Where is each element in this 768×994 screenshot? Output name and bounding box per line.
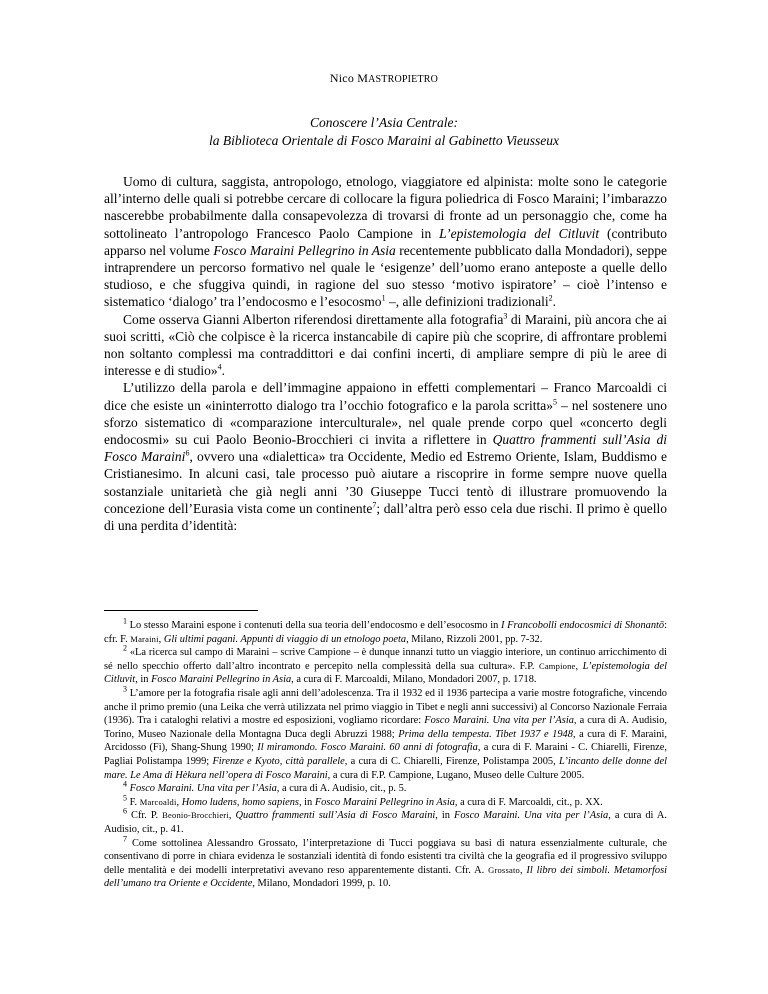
fn7-text-a: Come sottolinea Alessandro Grossato, l’interpretazione di Tucci poggiava su basi di natura essenzialmente culturale, che consentivano di porre in chiara evidenza le sostanziali identità di fondo esistenti tra civiltà che la geografia ed il progressivo sviluppo delle mentalità e dei modelli interpretativi avevano reso apparentemente distanti. Cfr. A. <box>104 837 667 876</box>
fn3-italic-3: Il miramondo. Fosco Maraini. 60 anni di fotografia <box>257 742 478 754</box>
p1-text-c: recentemente pubblicato dalla Mondadori), seppe intraprendere un percorso formativo nel quale le ‘esigenze’ dell’uomo erano anteposte a quelle dello studioso, e che sfuggiva quindi, in ragione del suo stesso ‘motivo ispiratore’ – cioè l’intenso e sistematico ‘dialogo’ tra l’endocosmo e l’esocosmo <box>104 242 667 310</box>
fn2-text-a: «La ricerca sul campo di Maraini – scrive Campione – è dunque innanzi tutto un viaggio interiore, un continuo arricchimento di sé nello specchio offerto dall’altro incontrato e percepito nella complessità della sua cultura». F.P. <box>104 647 667 672</box>
fn2-text-b: , <box>575 660 583 672</box>
p2-text-a: Come osserva Gianni Alberton riferendosi direttamente alla fotografia <box>123 311 504 327</box>
fn5-author: Marcoaldi <box>139 796 177 807</box>
paragraph-2 <box>104 311 667 380</box>
footnote-6 <box>104 806 667 836</box>
fn3-text-2: , a cura di F. Maraini, Arcidosso (Fi), Shang-Shung 1990; <box>104 728 667 754</box>
fn3-italic-1: Fosco Maraini. Una vita per l’Asia <box>424 715 574 727</box>
fn6-italic-c: Fosco Maraini. Una vita per l’Asia <box>453 810 609 822</box>
fn6-text-b: , <box>228 810 236 822</box>
fn6-italic-b: Quattro frammenti sull’Asia di Fosco Maraini <box>235 810 436 822</box>
footnote-1 <box>104 616 668 646</box>
fn5-text-a: F. <box>127 796 140 808</box>
fn3-italic-5: L’incanto delle donne del mare. Le Ama di Hèkura nell’opera di Fosco Maraini <box>104 755 668 781</box>
fn1-author: Maraini <box>130 633 159 644</box>
fn2-italic-b: L’epistemologia del Citluvit <box>104 660 667 686</box>
title-line-2: la Biblioteca Orientale di Fosco Maraini al Gabinetto Vieusseux <box>209 133 559 148</box>
fn6-text-a: Cfr. P. <box>127 810 163 822</box>
fn7-text-b: , <box>519 864 527 876</box>
body-text <box>104 173 667 534</box>
fn1-italic-c: Gli ultimi pagani. Appunti di viaggio di un etnologo poeta <box>163 633 407 645</box>
p3-text-a: L’utilizzo della parola e dell’immagine appaiono in effetti complementari – Franco Marcoaldi ci dice che esiste un «ininterrotto dialogo tra l’occhio fotografico e la parola scritta» <box>104 380 667 413</box>
fn6-text-d: , a cura di A. Audisio, cit., p. 41. <box>104 810 667 835</box>
footnote-5 <box>104 793 667 810</box>
paragraph-3 <box>104 379 667 534</box>
fn2-text-c: , in <box>135 674 152 686</box>
fn2-author: Campione <box>538 660 576 671</box>
fn3-text-5: , a cura di F.P. Campione, Lugano, Museo delle Culture 2005. <box>327 769 585 781</box>
footnote-number: 2 <box>123 643 127 653</box>
fn4-text-b: , a cura di A. Audisio, cit., p. 5. <box>276 783 407 795</box>
p1-text-b: (contributo apparso nel volume <box>104 225 667 258</box>
fn3-italic-2: Prima della tempesta. Tibet 1937 e 1948 <box>398 728 573 740</box>
fn1-text-b: : cfr. F. <box>104 620 668 645</box>
paragraph-1 <box>104 173 667 311</box>
fn5-text-c: , in <box>298 796 315 808</box>
fn5-text-b: , <box>176 796 182 808</box>
author-first: Nico <box>329 71 355 85</box>
p2-text-c: . <box>221 363 225 379</box>
fn6-text-c: , in <box>435 810 454 822</box>
footnote-number: 4 <box>123 779 127 789</box>
footnote-number: 1 <box>123 616 127 626</box>
fn4-italic-a: Fosco Maraini. Una vita per l’Asia <box>129 783 277 795</box>
footnote-number: 6 <box>123 806 127 816</box>
p1-text-a: Uomo di cultura, saggista, antropologo, etnologo, viaggiatore ed alpinista: molte sono le categorie all’interno delle quali si potrebbe cercare di collocare la figura poliedrica di Fosco Maraini; l’imbarazzo nascerebbe probabilmente dalla consapevolezza di trovarsi di fronte ad un personaggio che, come ha sottolineato l’antropologo Francesco Paolo Campione in <box>104 174 667 241</box>
title-line-1: Conoscere l’Asia Centrale: <box>310 115 458 130</box>
fn1-italic-a: I Francobolli endocosmici di Shonantō <box>501 620 665 631</box>
fn1-text-a: Lo stesso Maraini espone i contenuti della sua teoria dell’endocosmo e dell’esocosmo in <box>127 620 502 631</box>
footnote-ref-5[interactable]: 5 <box>553 397 558 407</box>
fn1-text-c: , <box>158 633 164 645</box>
p2-text-b: di Maraini, più ancora che ai suoi scritti, «Ciò che colpisce è la ricerca instancabile di capire più che scoprire, di affrontare problemi non soltanto complessi ma contraddittori e dai confini incerti, di ampliare sempre di più le aree di interesse e di studio» <box>104 311 667 379</box>
author-last-initial: M <box>357 71 369 85</box>
p1-italic-b: Fosco Maraini Pellegrino in Asia <box>213 242 396 258</box>
footnote-3 <box>104 684 668 782</box>
author-name <box>0 71 768 86</box>
footnote-ref-4[interactable]: 4 <box>217 362 222 372</box>
p1-text-e: . <box>552 294 557 310</box>
footnote-4 <box>104 779 667 796</box>
fn6-author: Beonio-Brocchieri <box>162 810 229 821</box>
footnote-ref-1[interactable]: 1 <box>381 293 386 303</box>
fn3-text-4: , a cura di C. Chiarelli, Firenze, Polistampa 2005, <box>344 755 559 767</box>
footnote-2 <box>104 643 667 687</box>
article-title <box>0 114 768 150</box>
p3-text-d: ; dall’altra però esso cela due rischi. Il primo è quello di una perdita d’identità: <box>104 500 667 534</box>
fn7-text-c: , Milano, Mondadori 1999, p. 10. <box>252 878 391 890</box>
footnote-separator <box>104 610 258 611</box>
fn3-text-1: , a cura di A. Audisio, Torino, Museo Nazionale della Montagna Duca degli Abruzzi 1988; <box>104 715 667 740</box>
footnote-ref-2[interactable]: 2 <box>548 293 553 303</box>
footnote-number: 3 <box>123 684 127 694</box>
fn3-italic-4: Firenze e Kyoto, città parallele <box>212 755 345 767</box>
author-last-rest: ASTROPIETRO <box>368 74 439 85</box>
p3-text-c: , ovvero una «dialettica» tra Occidente, Medio ed Estremo Oriente, Islam, Buddismo e Cristianesimo. In alcuni casi, tale processo può aiutare a riscoprire in forme sempre nuove quella sostanziale unitarietà che già negli anni ’30 Giuseppe Tucci tentò di illustrare promuovendo la concezione dell’Eurasia vista come un continente <box>104 449 668 516</box>
p1-text-d: –, alle definizioni tradizionali <box>385 294 549 310</box>
fn7-italic-b: Il libro dei simboli. Metamorfosi dell’umano tra Oriente e Occidente <box>104 864 667 890</box>
fn5-text-d: , a cura di F. Marcoaldi, cit., p. XX. <box>454 796 603 808</box>
p3-text-b: – nel sostenere uno sforzo sistematico di «comparazione interculturale», nel quale prende corpo quel «concerto degli endocosmi» su cui Paolo Beonio-Brocchieri ci invita a riflettere in <box>104 397 667 448</box>
footnote-ref-3[interactable]: 3 <box>503 311 508 321</box>
fn2-italic-c: Fosco Maraini Pellegrino in Asia <box>151 674 292 686</box>
footnote-ref-7[interactable]: 7 <box>372 500 377 510</box>
fn1-text-d: , Milano, Rizzoli 2001, pp. 7-32. <box>406 633 543 645</box>
fn3-text-a: L’amore per la fotografia risale agli anni dell’adolescenza. Tra il 1932 ed il 1936 partecipa a varie mostre fotografiche, vincendo anche il primo premio (una Leika che verrà utilizzata nel primo viaggio in Tibet e negli anni successivi) al Concorso Nazionale Ferraia (1936). Tra i cataloghi relativi a mostre ed esposizioni, vogliamo ricordare: <box>104 687 667 727</box>
fn5-italic-b: Homo ludens, homo sapiens <box>181 796 299 808</box>
p3-italic-b: Quattro frammenti sull’Asia di Fosco Maraini <box>104 432 667 465</box>
footnote-ref-6[interactable]: 6 <box>185 448 190 458</box>
p1-italic-a: L’epistemologia del Citluvit <box>439 225 600 241</box>
fn7-author: Grossato <box>488 864 520 875</box>
fn2-text-d: , a cura di F. Marcoaldi, Milano, Mondadori 2007, p. 1718. <box>291 674 537 686</box>
fn5-italic-c: Fosco Maraini Pellegrino in Asia <box>314 796 455 808</box>
footnote-7 <box>104 834 667 891</box>
footnote-number: 7 <box>123 834 127 844</box>
footnote-number: 5 <box>123 793 127 803</box>
fn3-text-3: , a cura di F. Maraini - C. Chiarelli, Firenze, Pagliai Polistampa 1999; <box>104 742 668 767</box>
footnotes <box>104 616 668 891</box>
